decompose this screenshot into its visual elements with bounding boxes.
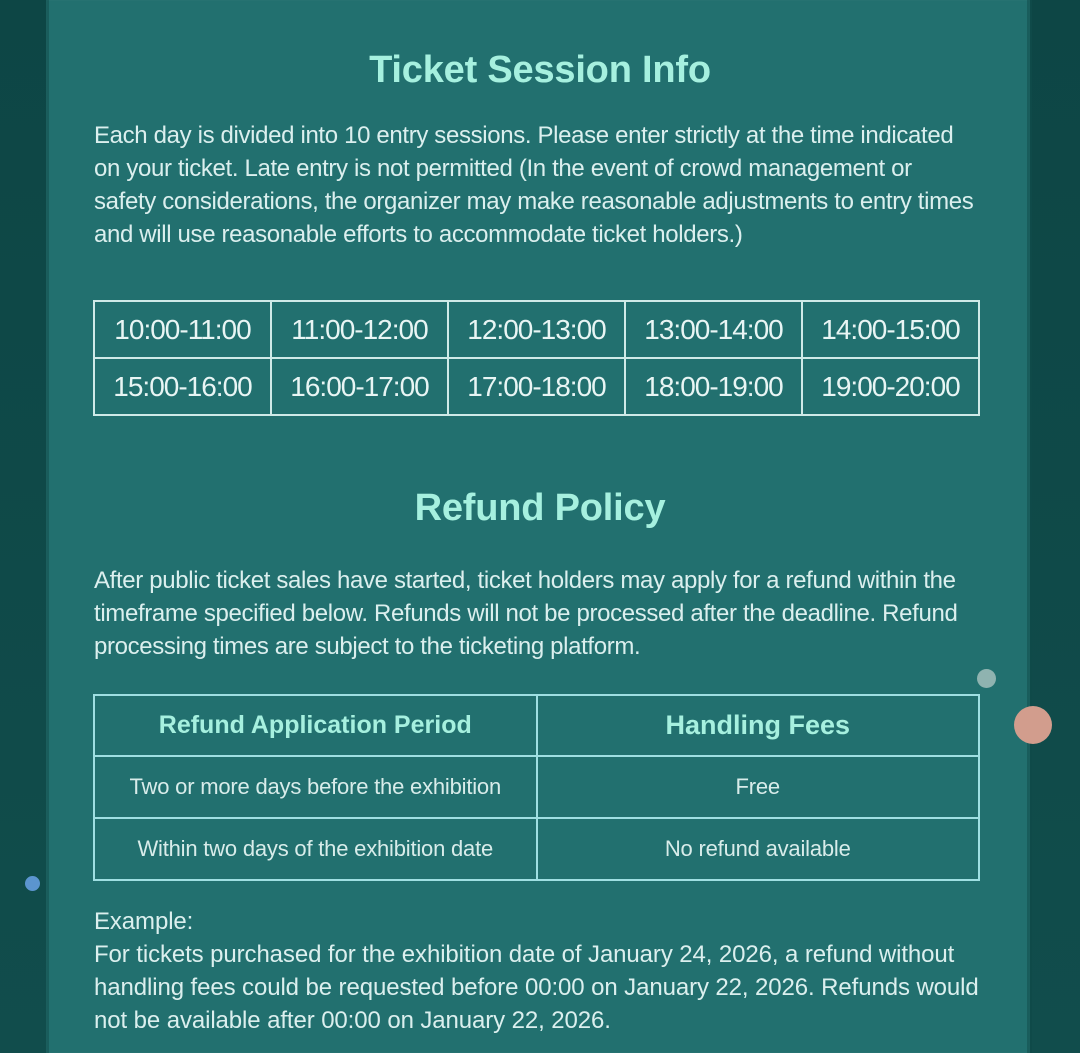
session-cell: 10:00-11:00 bbox=[94, 301, 271, 358]
session-description: Each day is divided into 10 entry sessions. Please enter strictly at the time indicated on your ticket. Late entry is not permitted (In the event of crowd management or safety considerations, the organizer may make reasonable adjustments to entry times and will use reasonable efforts to accommodate ticket holders.) bbox=[94, 122, 974, 248]
session-cell: 13:00-14:00 bbox=[625, 301, 802, 358]
refund-period-header: Refund Application Period bbox=[94, 695, 537, 756]
session-cell: 16:00-17:00 bbox=[271, 358, 448, 415]
example-text: For tickets purchased for the exhibition date of January 24, 2026, a refund without handling fees could be requested before 00:00 on January 22, 2026. Refunds would not be available after 00:00 on January 22, 2026. bbox=[94, 941, 979, 1034]
handling-fees-header: Handling Fees bbox=[537, 695, 980, 756]
refund-example bbox=[94, 905, 1014, 1037]
refund-table-row bbox=[94, 756, 979, 818]
refund-description: After public ticket sales have started, ticket holders may apply for a refund within the timeframe specified below. Refunds will not be processed after the deadline. Refund processing times are subject to the ticketing platform. bbox=[94, 567, 958, 660]
ticket-session-title: Ticket Session Info bbox=[369, 49, 711, 91]
session-cell: 17:00-18:00 bbox=[448, 358, 625, 415]
session-cell: 14:00-15:00 bbox=[802, 301, 979, 358]
session-row bbox=[94, 301, 979, 358]
session-cell: 19:00-20:00 bbox=[802, 358, 979, 415]
session-row bbox=[94, 358, 979, 415]
session-cell: 11:00-12:00 bbox=[271, 301, 448, 358]
refund-policy-title: Refund Policy bbox=[414, 487, 666, 529]
refund-table-row bbox=[94, 818, 979, 880]
decorative-pink-dot bbox=[1014, 706, 1052, 744]
session-cell: 18:00-19:00 bbox=[625, 358, 802, 415]
refund-table bbox=[93, 694, 980, 881]
handling-fee-cell: No refund available bbox=[537, 818, 980, 880]
refund-period-cell: Within two days of the exhibition date bbox=[94, 818, 537, 880]
decorative-blue-dot bbox=[25, 876, 40, 891]
refund-table-header bbox=[94, 695, 979, 756]
session-cell: 12:00-13:00 bbox=[448, 301, 625, 358]
session-cell: 15:00-16:00 bbox=[94, 358, 271, 415]
decorative-gray-dot bbox=[977, 669, 996, 688]
refund-period-cell: Two or more days before the exhibition bbox=[94, 756, 537, 818]
session-table bbox=[93, 300, 980, 416]
example-label: Example: bbox=[94, 908, 194, 935]
handling-fee-cell: Free bbox=[537, 756, 980, 818]
